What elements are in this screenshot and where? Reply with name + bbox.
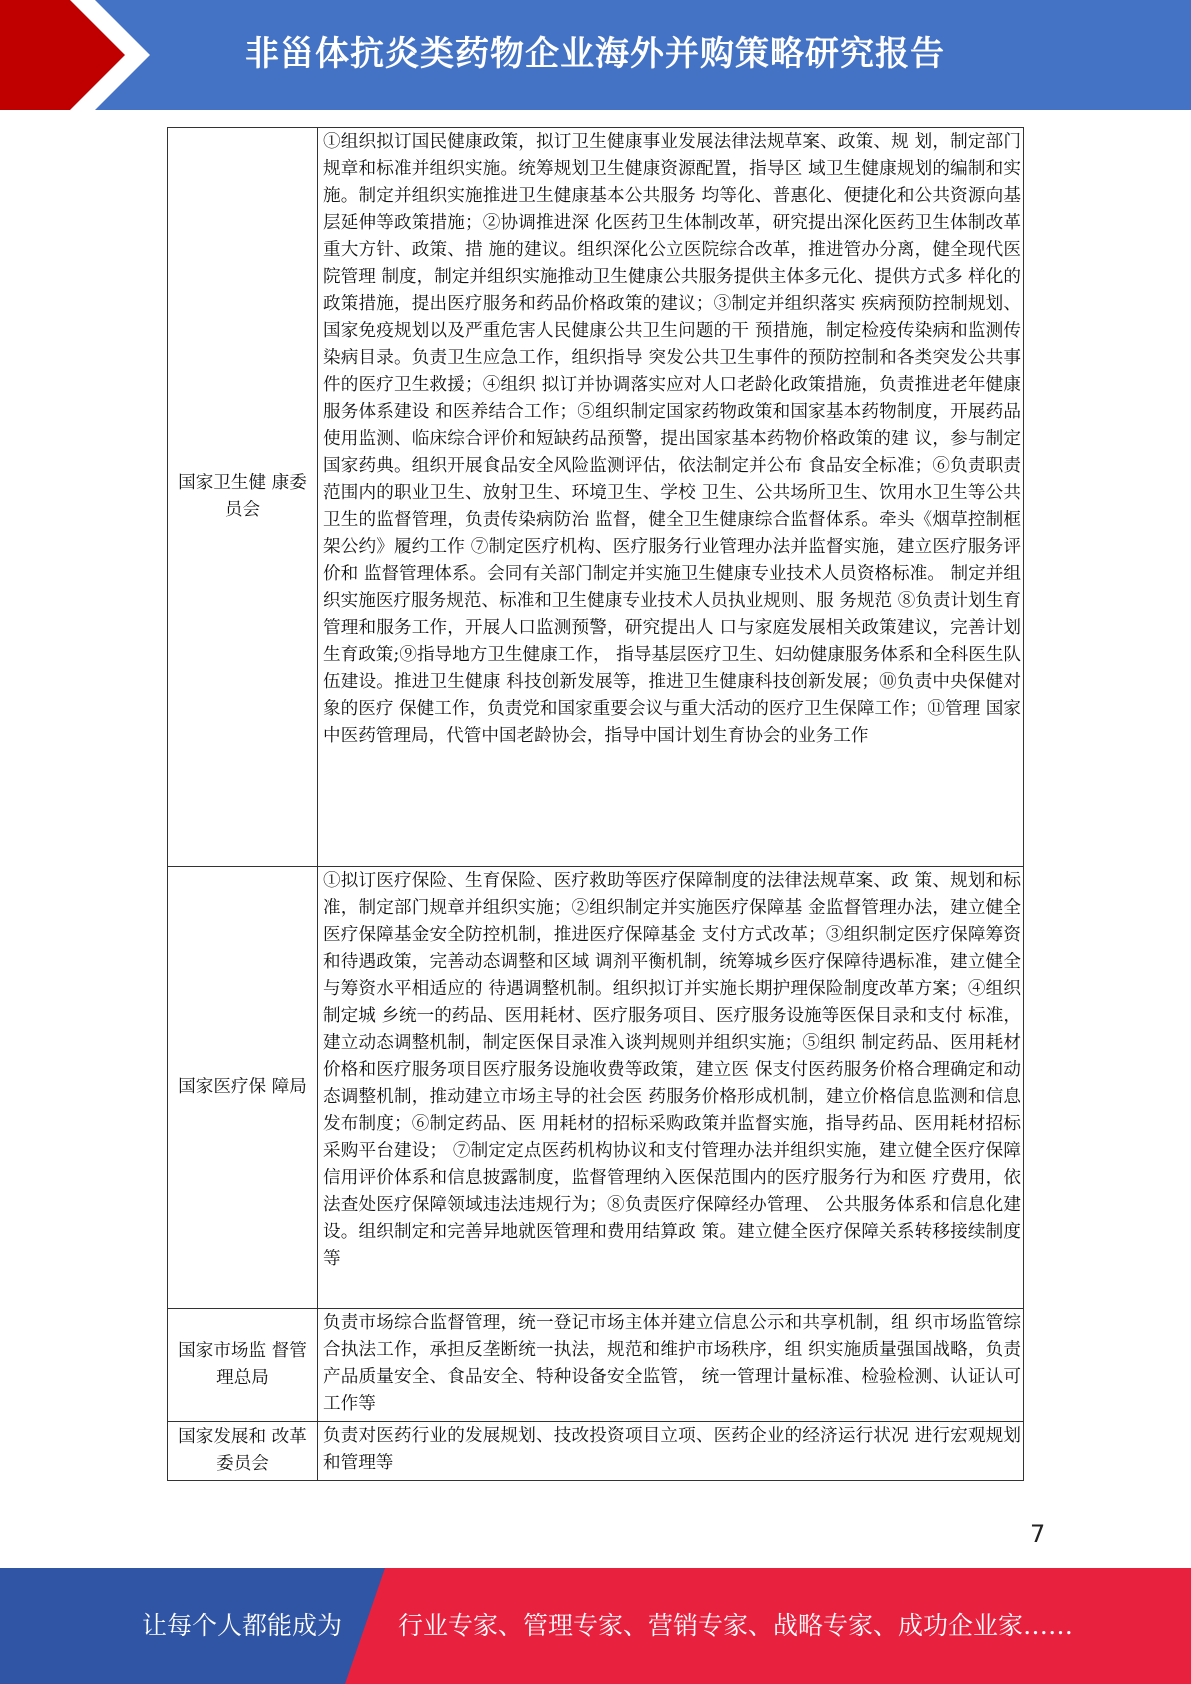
org-duties: ①组织拟订国民健康政策，拟订卫生健康事业发展法律法规草案、政策、规 划，制定部门规章和标准并组织实施。统筹规划卫生健康资源配置，指导区 域卫生健康规划的编制和实施。制定并组织实施推进卫生健康基本公共服务 均等化、普惠化、便捷化和公共资源向基层延伸等政策措施；②协调推进深 化医药卫生体制改革，研究提出深化医药卫生体制改革重大方针、政策、措 施的建议。组织深化公立医院综合改革，推进管办分离，健全现代医院管理 制度，制定并组织实施推动卫生健康公共服务提供主体多元化、提供方式多 样化的政策措施，提出医疗服务和药品价格政策的建议；③制定并组织落实 疾病预防控制规划、国家免疫规划以及严重危害人民健康公共卫生问题的干 预措施，制定检疫传染病和监测传染病目录。负责卫生应急工作，组织指导 突发公共卫生事件的预防控制和各类突发公共事件的医疗卫生救援；④组织 拟订并协调落实应对人口老龄化政策措施，负责推进老年健康服务体系建设 和医养结合工作；⑤组织制定国家药物政策和国家基本药物制度，开展药品 使用监测、临床综合评价和短缺药品预警，提出国家基本药物价格政策的建 议，参与制定国家药典。组织开展食品安全风险监测评估，依法制定并公布 食品安全标准；⑥负责职责范围内的职业卫生、放射卫生、环境卫生、学校 卫生、公共场所卫生、饮用水卫生等公共卫生的监督管理，负责传染病防治 监督，健全卫生健康综合监督体系。牵头《烟草控制框架公约》履约工作 ⑦制定医疗机构、医疗服务行业管理办法并监督实施，建立医疗服务评价和 监督管理体系。会同有关部门制定并实施卫生健康专业技术人员资格标准。 制定并组织实施医疗服务规范、标准和卫生健康专业技术人员执业规则、服 务规范 ⑧负责计划生育管理和服务工作，开展人口监测预警，研究提出人 口与家庭发展相关政策建议，完善计划生育政策;⑨指导地方卫生健康工作， 指导基层医疗卫生、妇幼健康服务体系和全科医生队伍建设。推进卫生健康 科技创新发展等，推进卫生健康科技创新发展；⑩负责中央保健对象的医疗 保健工作，负责党和国家重要会议与重大活动的医疗卫生保障工作；⑪管理 国家中医药管理局，代管中国老龄协会，指导中国计划生育协会的业务工作 xyxy=(318,128,1024,867)
org-duties: 负责对医药行业的发展规划、技改投资项目立项、医药企业的经济运行状况 进行宏观规划和管理等 xyxy=(318,1422,1024,1481)
org-duties: ①拟订医疗保险、生育保险、医疗救助等医疗保障制度的法律法规草案、政 策、规划和标准，制定部门规章并组织实施；②组织制定并实施医疗保障基 金监督管理办法，建立健全医疗保障基金安全防控机制，推进医疗保障基金 支付方式改革；③组织制定医疗保障筹资和待遇政策，完善动态调整和区域 调剂平衡机制，统筹城乡医疗保障待遇标准，建立健全与筹资水平相适应的 待遇调整机制。组织拟订并实施长期护理保险制度改革方案；④组织制定城 乡统一的药品、医用耗材、医疗服务项目、医疗服务设施等医保目录和支付 标准，建立动态调整机制，制定医保目录准入谈判规则并组织实施；⑤组织 制定药品、医用耗材价格和医疗服务项目医疗服务设施收费等政策，建立医 保支付医药服务价格合理确定和动态调整机制，推动建立市场主导的社会医 药服务价格形成机制，建立价格信息监测和信息发布制度；⑥制定药品、医 用耗材的招标采购政策并监督实施，指导药品、医用耗材招标采购平台建设； ⑦制定定点医药机构协议和支付管理办法并组织实施，建立健全医疗保障信用评价体系和信息披露制度，监督管理纳入医保范围内的医疗服务行为和医 疗费用，依法查处医疗保障领域违法违规行为；⑧负责医疗保障经办管理、 公共服务体系和信息化建设。组织制定和完善异地就医管理和费用结算政 策。建立健全医疗保障关系转移接续制度等 xyxy=(318,867,1024,1309)
header-arrow-icon xyxy=(0,0,160,110)
table-row xyxy=(168,1309,1024,1422)
org-duties: 负责市场综合监督管理，统一登记市场主体并建立信息公示和共享机制，组 织市场监管综合执法工作，承担反垄断统一执法，规范和维护市场秩序，组 织实施质量强国战略，负责产品质量安全、食品安全、特种设备安全监管， 统一管理计量标准、检验检测、认证认可工作等 xyxy=(318,1309,1024,1422)
responsibility-table xyxy=(167,127,1024,1481)
page-footer xyxy=(0,1568,1191,1684)
page-number: 7 xyxy=(1030,1520,1046,1548)
footer-slogan-right: 行业专家、管理专家、营销专家、战略专家、成功企业家…… xyxy=(398,1611,1074,1640)
org-name: 国家市场监 督管理总局 xyxy=(168,1309,318,1422)
org-name: 国家医疗保 障局 xyxy=(168,867,318,1309)
page-header xyxy=(0,0,1191,110)
table-row xyxy=(168,1422,1024,1481)
report-title: 非甾体抗炎类药物企业海外并购策略研究报告 xyxy=(245,34,945,74)
table-row xyxy=(168,128,1024,867)
table-row xyxy=(168,867,1024,1309)
footer-slogan-left: 让每个人都能成为 xyxy=(142,1611,343,1640)
org-name: 国家发展和 改革委员会 xyxy=(168,1422,318,1481)
org-name: 国家卫生健 康委员会 xyxy=(168,128,318,867)
